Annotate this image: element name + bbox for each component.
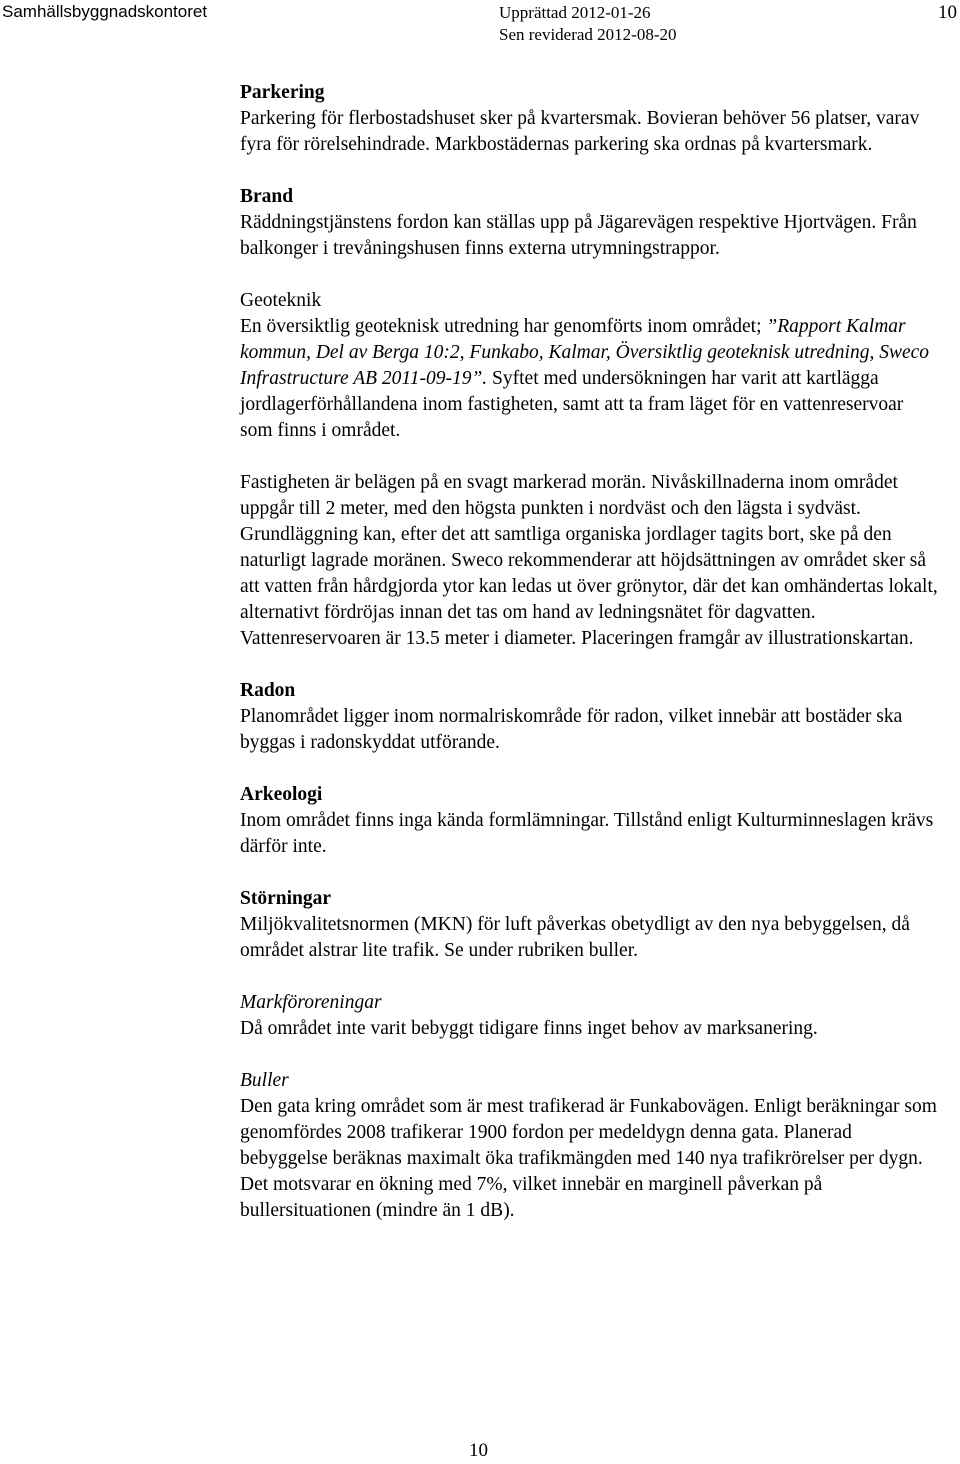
section-buller [240, 1068, 940, 1224]
section-brand [240, 184, 940, 262]
section-title: Markföroreningar [240, 992, 382, 1013]
geoteknik-intro: En översiktlig geoteknisk utredning har genomförts inom området; [240, 316, 767, 337]
section-parkering [240, 80, 940, 158]
section-arkeologi [240, 782, 940, 860]
section-title: Radon [240, 680, 296, 701]
document-body [240, 80, 940, 1250]
section-title: Parkering [240, 82, 325, 103]
section-radon [240, 678, 940, 756]
section-text: Inom området finns inga kända formlämningar. Tillstånd enligt Kulturminneslagen krävs därför inte. [240, 810, 934, 857]
section-text: Fastigheten är belägen på en svagt markerad morän. Nivåskillnaderna inom området uppgår till 2 meter, med den högsta punkten i nordväst och den lägsta i sydväst. Grundläggning kan, efter det att samtliga organiska jordlager tagits bort, ske på den naturligt lagrade moränen. Sweco rekommenderar att höjdsättningen av området sker så att vatten från hårdgjorda ytor kan ledas ut över grönytor, där det kan omhändertas lokalt, alternativt fördröjas innan det tas om hand av ledningsnätet för dagvatten. Vattenreservoaren är 13.5 meter i diameter. Placeringen framgår av illustrationskartan. [240, 472, 938, 649]
section-text: Räddningstjänstens fordon kan ställas upp på Jägarevägen respektive Hjortvägen. Från balkonger i trevåningshusen finns externa utrymningstrappor. [240, 212, 917, 259]
header-created-date: Upprättad 2012-01-26 [499, 3, 651, 22]
section-title: Arkeologi [240, 784, 323, 805]
section-geoteknik [240, 288, 940, 652]
footer-page-number: 10 [469, 1440, 488, 1461]
section-title: Brand [240, 186, 294, 207]
section-storningar [240, 886, 940, 964]
section-markfororeningar [240, 990, 940, 1042]
header-page-number: 10 [938, 2, 957, 23]
header-dates [499, 2, 677, 46]
header-organization: Samhällsbyggnadskontoret [2, 2, 208, 21]
section-text: Parkering för flerbostadshuset sker på kvartersmak. Bovieran behöver 56 platser, varav fyra för rörelsehindrade. Markbostädernas parkering ska ordnas på kvartersmark. [240, 108, 920, 155]
section-text: Då området inte varit bebyggt tidigare finns inget behov av marksanering. [240, 1018, 818, 1039]
section-text: Planområdet ligger inom normalriskområde för radon, vilket innebär att bostäder ska byggas i radonskyddat utförande. [240, 706, 903, 753]
section-text: Den gata kring området som är mest trafikerad är Funkabovägen. Enligt beräkningar som genomfördes 2008 trafikerar 1900 fordon per medeldygn denna gata. Planerad bebyggelse beräknas maximalt öka trafikmängden med 140 nya trafikrörelser per dygn. Det motsvarar en ökning med 7%, vilket innebär en marginell påverkan på bullersituationen (mindre än 1 dB). [240, 1096, 937, 1221]
header-revised-date: Sen reviderad 2012-08-20 [499, 25, 677, 44]
section-text [240, 314, 940, 444]
section-text: Miljökvalitetsnormen (MKN) för luft påverkas obetydligt av den nya bebyggelsen, då området alstrar lite trafik. Se under rubriken buller. [240, 914, 910, 961]
section-title: Störningar [240, 888, 332, 909]
section-title: Geoteknik [240, 290, 322, 311]
geoteknik-purpose: Syftet med undersökningen har varit att kartlägga jordlagerförhållandena inom fastigheten, samt att ta fram läget för en vattenreservoar som finns i området. [240, 368, 904, 441]
report-reference: ”Rapport Kalmar kommun, Del av Berga 10:2, Funkabo, Kalmar, Översiktlig geoteknisk utredning, Sweco Infrastructure AB 2011-09-19”. [240, 316, 930, 389]
section-title: Buller [240, 1070, 289, 1091]
